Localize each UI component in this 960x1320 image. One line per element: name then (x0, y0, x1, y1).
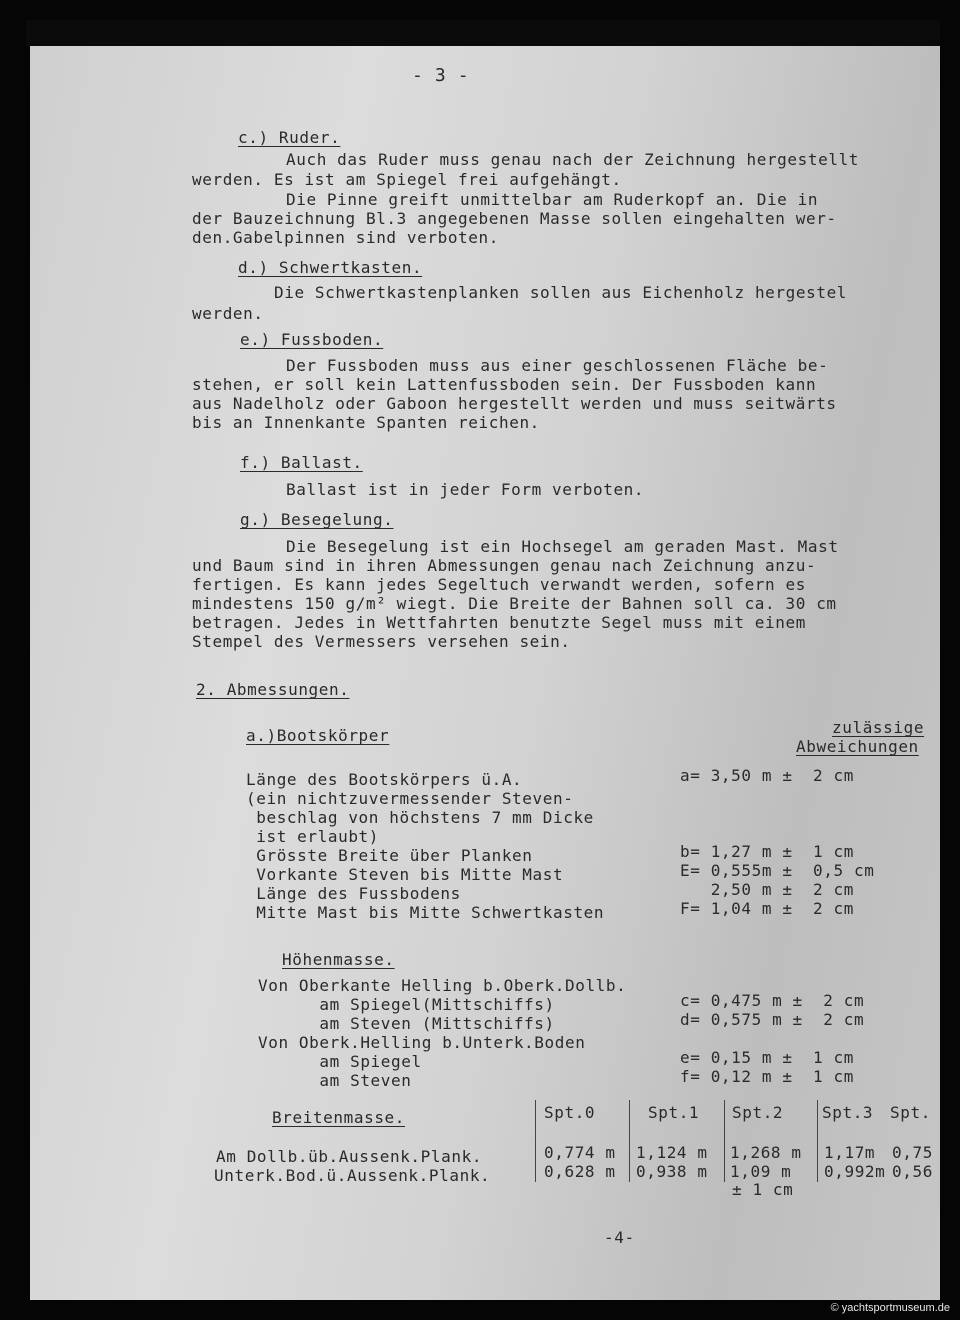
dimension-label: Vorkante Steven bis Mitte Mast (246, 865, 564, 884)
breiten-cell: 0,56 (892, 1162, 933, 1181)
section-e-line: aus Nadelholz oder Gaboon hergestellt werden und muss seitwärts (192, 394, 837, 413)
table-divider (629, 1100, 630, 1182)
watermark: © yachtsportmuseum.de (830, 1302, 950, 1314)
dimension-value: b= 1,27 m ± 1 cm (680, 842, 854, 861)
height-value: d= 0,575 m ± 2 cm (680, 1010, 865, 1029)
dimension-label: Grösste Breite über Planken (246, 846, 533, 865)
table-divider (535, 1100, 536, 1182)
breiten-cell: 1,09 m (730, 1162, 792, 1181)
dimension-label: (ein nichtzuvermessender Steven- (246, 789, 574, 808)
section-f-heading: f.) Ballast. (240, 453, 363, 472)
section-c-line: Die Pinne greift unmittelbar am Ruderkopf an. Die in (286, 190, 819, 209)
section-c-line: der Bauzeichnung Bl.3 angegebenen Masse sollen eingehalten wer- (192, 209, 837, 228)
section-c-line: werden. Es ist am Spiegel frei aufgehängt. (192, 170, 622, 189)
section-e-line: stehen, er soll kein Lattenfussboden sein. Der Fussboden kann (192, 375, 817, 394)
tolerance-header-2: Abweichungen (796, 737, 919, 756)
breiten-column-header: Spt.0 (544, 1103, 596, 1122)
breiten-cell: 0,938 m (636, 1162, 708, 1181)
section-g-heading: g.) Besegelung. (240, 510, 394, 529)
dimension-value: 2,50 m ± 2 cm (680, 880, 854, 899)
dimension-label: Mitte Mast bis Mitte Schwertkasten (246, 903, 605, 922)
dimension-value: E= 0,555m ± 0,5 cm (680, 861, 875, 880)
breiten-cell: 0,992m (824, 1162, 886, 1181)
section-g-line: Die Besegelung ist ein Hochsegel am geraden Mast. Mast (286, 537, 839, 556)
dimension-label: Länge des Fussbodens (246, 884, 461, 903)
height-value: f= 0,12 m ± 1 cm (680, 1067, 854, 1086)
height-label: Von Oberkante Helling b.Oberk.Dollb. (258, 976, 627, 995)
dimension-label: Länge des Bootskörpers ü.A. (246, 770, 523, 789)
abmessungen-heading: 2. Abmessungen. (196, 680, 350, 699)
height-value: c= 0,475 m ± 2 cm (680, 991, 865, 1010)
section-d-line: werden. (192, 304, 264, 323)
height-value: e= 0,15 m ± 1 cm (680, 1048, 854, 1067)
breiten-tolerance-note: ± 1 cm (732, 1180, 794, 1199)
breiten-row-label: Unterk.Bod.ü.Aussenk.Plank. (214, 1166, 491, 1185)
page-number-bottom: -4- (604, 1228, 635, 1247)
breiten-row-label: Am Dollb.üb.Aussenk.Plank. (216, 1147, 483, 1166)
section-e-line: Der Fussboden muss aus einer geschlossenen Fläche be- (286, 356, 829, 375)
section-c-line: Auch das Ruder muss genau nach der Zeichnung hergestellt (286, 150, 860, 169)
height-label: am Steven (258, 1071, 412, 1090)
breiten-cell: 1,17m (824, 1143, 876, 1162)
breitenmasse-heading: Breitenmasse. (272, 1108, 406, 1127)
tolerance-header-1: zulässige (832, 718, 925, 737)
section-g-line: mindestens 150 g/m² wiegt. Die Breite der Bahnen soll ca. 30 cm (192, 594, 837, 613)
section-c-line: den.Gabelpinnen sind verboten. (192, 228, 499, 247)
section-g-line: und Baum sind in ihren Abmessungen genau nach Zeichnung anzu- (192, 556, 817, 575)
breiten-column-header: Spt.1 (648, 1103, 700, 1122)
section-f-line: Ballast ist in jeder Form verboten. (286, 480, 645, 499)
section-g-line: Stempel des Vermessers versehen sein. (192, 632, 571, 651)
section-c-heading: c.) Ruder. (238, 128, 341, 147)
bootskoerper-heading: a.)Bootskörper (246, 726, 390, 745)
height-label: am Steven (Mittschiffs) (258, 1014, 555, 1033)
height-label: Von Oberk.Helling b.Unterk.Boden (258, 1033, 586, 1052)
breiten-column-header: Spt. (890, 1103, 931, 1122)
height-label: am Spiegel (258, 1052, 422, 1071)
breiten-column-header: Spt.2 (732, 1103, 784, 1122)
breiten-column-header: Spt.3 (822, 1103, 874, 1122)
page-number-top: - 3 - (412, 65, 470, 86)
section-d-line: Die Schwertkastenplanken sollen aus Eichenholz hergestel (274, 283, 848, 302)
breiten-cell: 0,75 (892, 1143, 933, 1162)
dimension-label: ist erlaubt) (246, 827, 380, 846)
scan-top-border (26, 20, 940, 46)
section-g-line: fertigen. Es kann jedes Segeltuch verwandt werden, sofern es (192, 575, 806, 594)
table-divider (724, 1100, 725, 1182)
breiten-cell: 0,628 m (544, 1162, 616, 1181)
section-d-heading: d.) Schwertkasten. (238, 258, 423, 277)
breiten-cell: 0,774 m (544, 1143, 616, 1162)
dimension-value: a= 3,50 m ± 2 cm (680, 766, 854, 785)
hoehenmasse-heading: Höhenmasse. (282, 950, 395, 969)
breiten-cell: 1,268 m (730, 1143, 802, 1162)
section-g-line: betragen. Jedes in Wettfahrten benutzte Segel muss mit einem (192, 613, 806, 632)
section-e-heading: e.) Fussboden. (240, 330, 384, 349)
height-label: am Spiegel(Mittschiffs) (258, 995, 555, 1014)
table-divider (817, 1100, 818, 1182)
section-e-line: bis an Innenkante Spanten reichen. (192, 413, 540, 432)
dimension-value: F= 1,04 m ± 2 cm (680, 899, 854, 918)
dimension-label: beschlag von höchstens 7 mm Dicke (246, 808, 594, 827)
breiten-cell: 1,124 m (636, 1143, 708, 1162)
